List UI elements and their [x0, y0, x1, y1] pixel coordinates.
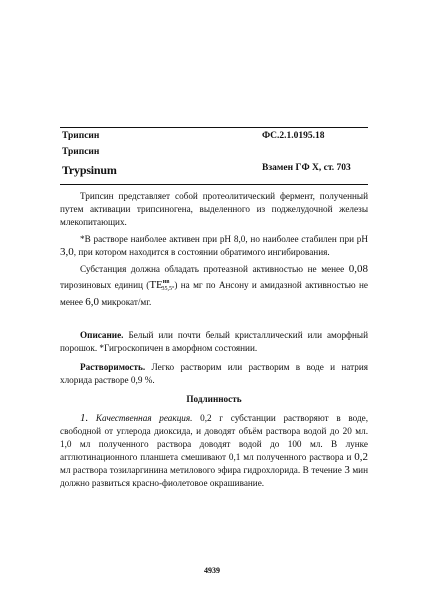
paragraph-qualitative-reaction: 1. Качественная реакция. 0,2 г субстанции растворяют в воде, свободной от углерода диоксида, и доводят объём раствора водой до 20 мл. 1,0 мл полученного раствора доводят водой до 100 мл. В лунке агглютинационного планшета смешивают 0,1 мл полученного раствора и 0,2 мл раствора тозиларгинина метилового эфира гидрохлорида. В течение 3 мин должно развиться красно-фиолетовое окрашивание. [60, 412, 368, 488]
paragraph-stability: *В растворе наиболее активен при рН 8,0, но наиболее стабилен при рН 3,0, при котором находится в состоянии обратимого ингибирования. [60, 234, 368, 258]
page-number: 4939 [204, 566, 220, 575]
section-title-identification: Подлинность [186, 394, 242, 404]
replaces-note: Взамен ГФ X, ст. 703 [262, 163, 351, 173]
monograph-code: ФС.2.1.0195.18 [262, 131, 325, 141]
paragraph-description: Описание. Белый или почти белый кристаллический или аморфный порошок. *Гигроскопичен в аморфном состоянии. [60, 330, 368, 353]
paragraph-definition: Трипсин представляет собой протеолитический фермент, полученный путем активации трипсиногена, выделенного из поджелудочной железы млекопитающих. [60, 191, 368, 227]
qualitative-reaction-heading: Качественная реакция. [88, 413, 193, 423]
header-title-ru: Трипсин [62, 131, 100, 141]
monograph-body [60, 190, 368, 490]
solubility-heading: Растворимость. [80, 362, 146, 372]
monograph-header [60, 127, 368, 185]
header-title-latin: Trypsinum [62, 163, 117, 177]
header-title-ru-2: Трипсин [62, 147, 100, 157]
paragraph-activity: Субстанция должна обладать протеазной активностью не менее 0,08 тирозиновых единиц $(ТЕ^{нв}_{35,5^\circ})$ на мг по Ансону и амидазной активностью не менее 6,0 микрокат/мг. [60, 263, 368, 308]
paragraph-solubility: Растворимость. Легко растворим или растворим в воде и натрия хлорида растворе 0,9 %. [60, 362, 368, 385]
activity-unit: $ТЕ^{нв}_{35,5^\circ}$ [149, 279, 175, 292]
description-heading: Описание. [80, 330, 124, 340]
